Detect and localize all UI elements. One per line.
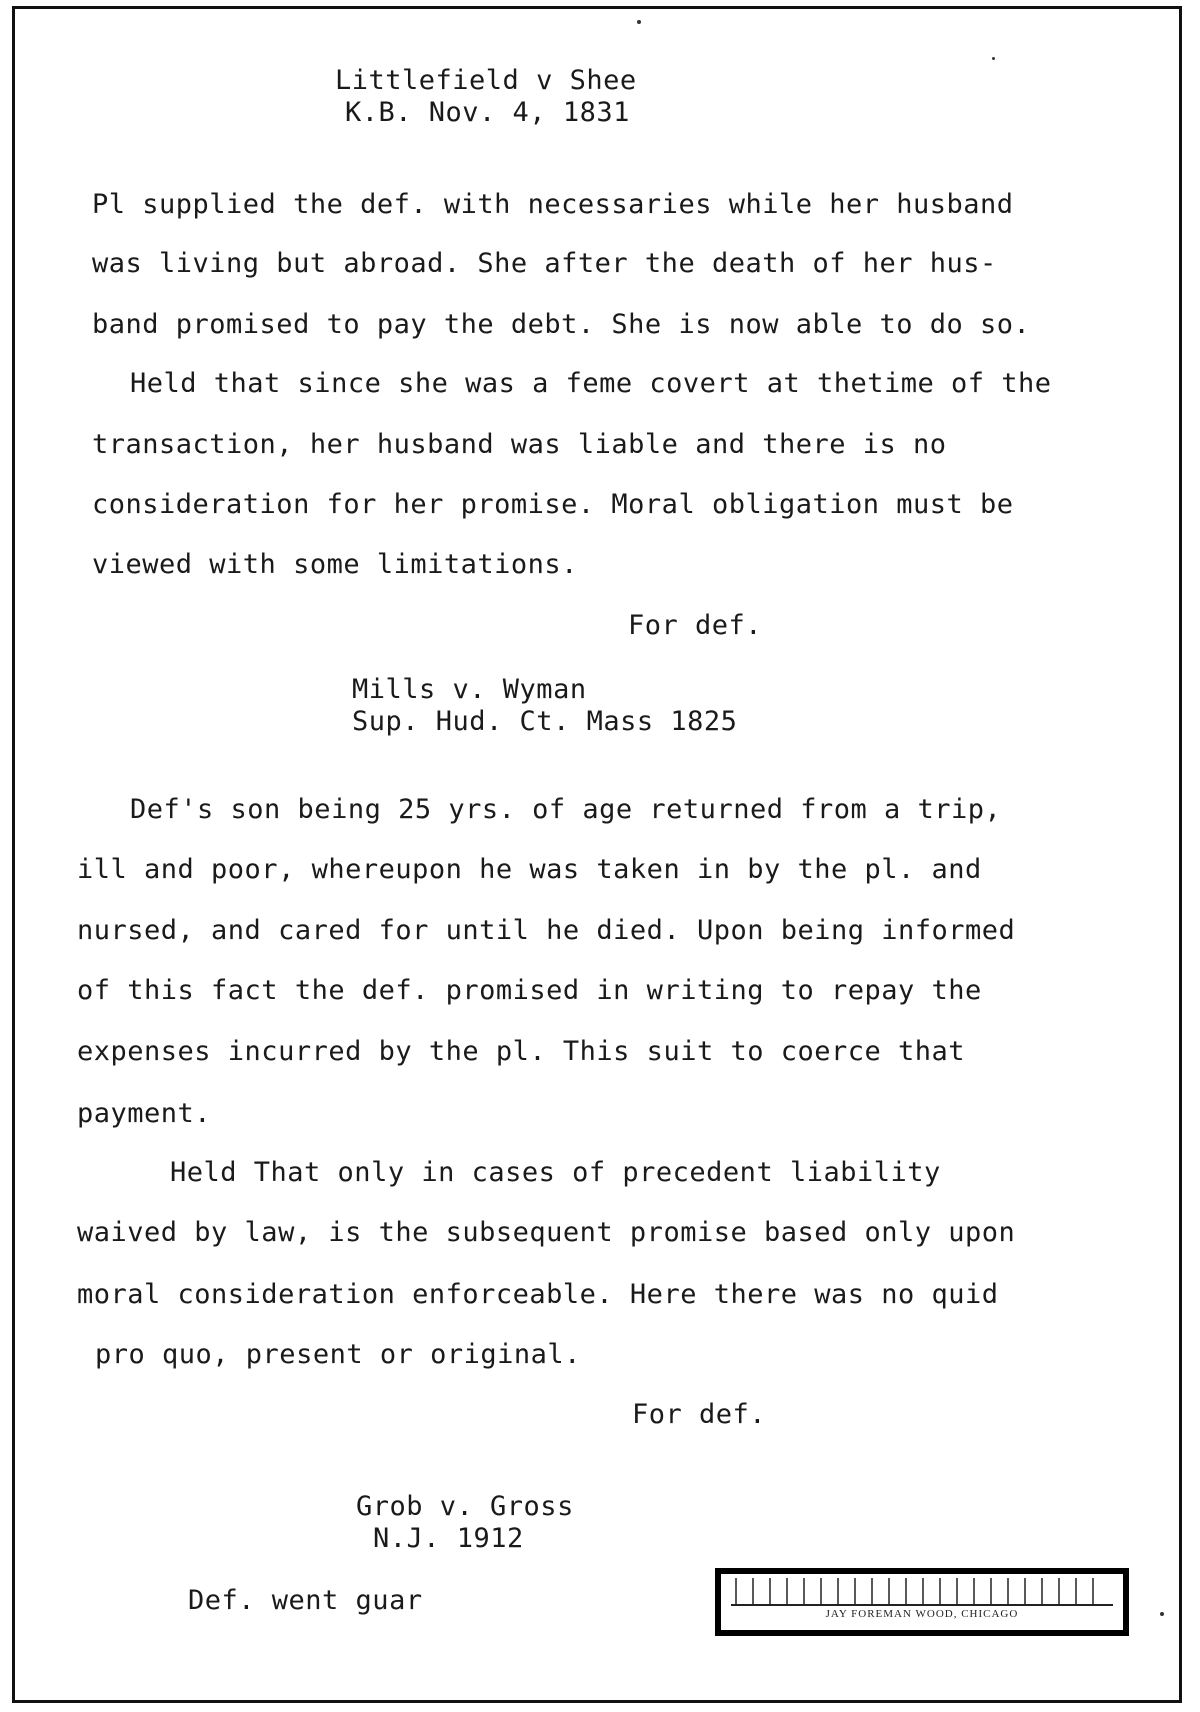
text-line: waived by law, is the subsequent promise based only upon xyxy=(77,1217,1016,1248)
text-line: pro quo, present or original. xyxy=(95,1339,581,1370)
text-line: consideration for her promise. Moral obligation must be xyxy=(92,489,1014,520)
text-line: of this fact the def. promised in writing to repay the xyxy=(77,975,982,1006)
printer-stamp xyxy=(715,1568,1129,1636)
text-line: ill and poor, whereupon he was taken in by the pl. and xyxy=(77,854,982,885)
text-line: payment. xyxy=(77,1098,212,1129)
text-line: moral consideration enforceable. Here there was no quid xyxy=(77,1279,999,1310)
case-title: Grob v. Gross xyxy=(356,1491,574,1522)
ruler-base xyxy=(731,1604,1113,1606)
stamp-text: JAY FOREMAN WOOD, CHICAGO xyxy=(825,1608,1019,1620)
case-court: N.J. 1912 xyxy=(373,1523,524,1554)
case-title: Mills v. Wyman xyxy=(352,674,587,705)
case-title: Littlefield v Shee xyxy=(335,65,637,96)
text-line: expenses incurred by the pl. This suit to coerce that xyxy=(77,1036,966,1067)
text-line: Def's son being 25 yrs. of age returned from a trip, xyxy=(130,794,1002,825)
speck xyxy=(992,57,995,60)
ruler-ticks xyxy=(735,1578,1109,1604)
text-line: viewed with some limitations. xyxy=(92,549,578,580)
text-line: was living but abroad. She after the death of her hus- xyxy=(92,248,997,279)
text-line: Pl supplied the def. with necessaries while her husband xyxy=(92,189,1014,220)
text-line: Def. went guar xyxy=(188,1585,423,1616)
holding: For def. xyxy=(628,610,763,641)
text-line: nursed, and cared for until he died. Upon being informed xyxy=(77,915,1016,946)
case-court: K.B. Nov. 4, 1831 xyxy=(345,97,630,128)
text-line: transaction, her husband was liable and there is no xyxy=(92,429,947,460)
text-line: band promised to pay the debt. She is now able to do so. xyxy=(92,309,1031,340)
case-court: Sup. Hud. Ct. Mass 1825 xyxy=(352,706,738,737)
holding: For def. xyxy=(632,1399,767,1430)
text-line: Held that since she was a feme covert at thetime of the xyxy=(130,368,1052,399)
speck xyxy=(637,20,641,24)
speck xyxy=(1160,1612,1164,1616)
text-line: Held That only in cases of precedent liability xyxy=(170,1157,941,1188)
